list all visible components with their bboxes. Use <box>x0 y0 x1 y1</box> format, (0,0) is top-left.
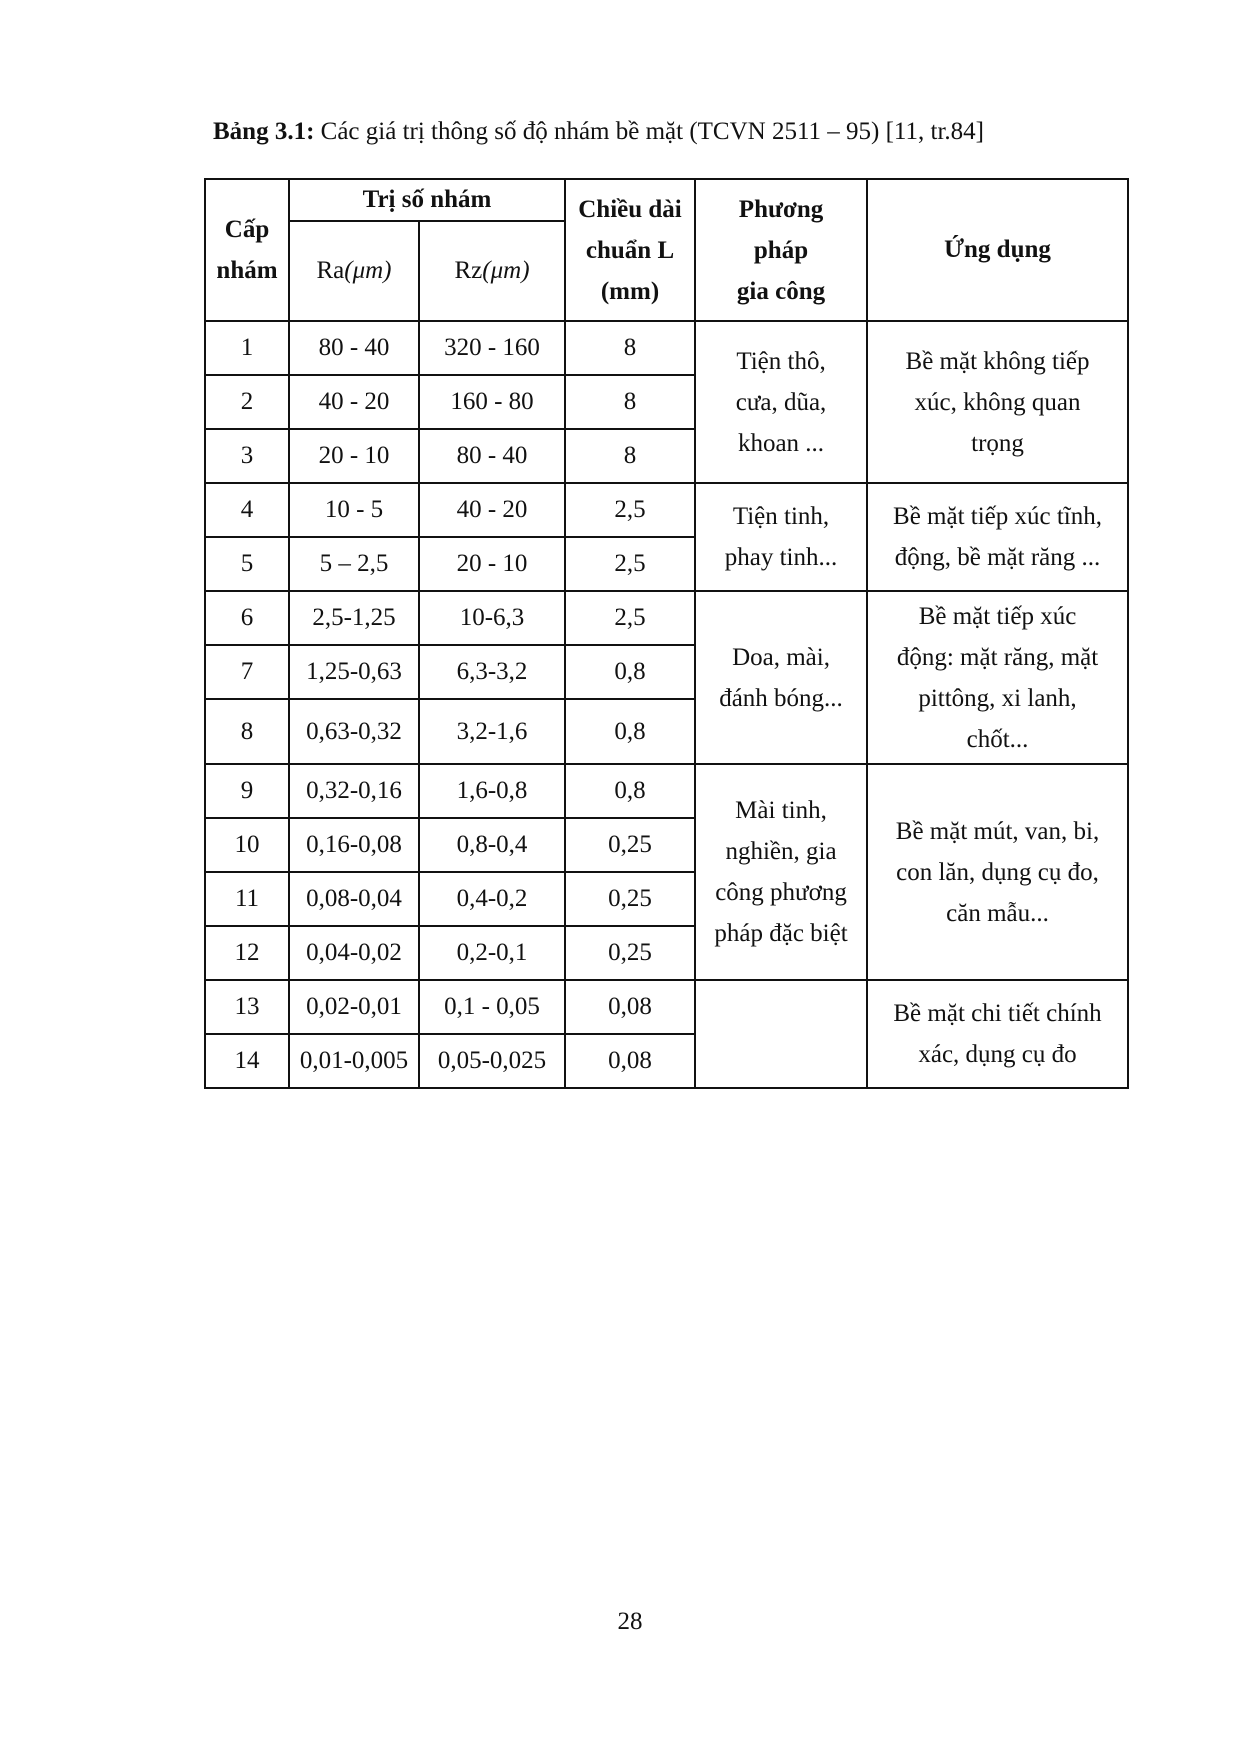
caption-text: Các giá trị thông số độ nhám bề mặt (TCVN 2511 – 95) [11, tr.84] <box>314 118 984 145</box>
cell-ra: 0,63-0,32 <box>289 699 419 764</box>
header-length: Chiều dài chuẩn L (mm) <box>565 179 695 321</box>
cell-rz: 160 - 80 <box>419 375 565 429</box>
cell-method-empty <box>695 980 867 1088</box>
cell-application: Bề mặt mút, van, bi, con lăn, dụng cụ đo, căn mẫu... <box>867 764 1128 980</box>
cell-grade: 5 <box>205 537 289 591</box>
cell-ra: 0,08-0,04 <box>289 872 419 926</box>
cell-ra: 2,5-1,25 <box>289 591 419 645</box>
header-application: Ứng dụng <box>867 179 1128 321</box>
cell-ra: 5 – 2,5 <box>289 537 419 591</box>
cell-ra: 0,02-0,01 <box>289 980 419 1034</box>
cell-rz: 40 - 20 <box>419 483 565 537</box>
cell-rz: 320 - 160 <box>419 321 565 375</box>
cell-length: 8 <box>565 375 695 429</box>
header-rz: Rz(μm) <box>419 221 565 321</box>
cell-ra: 40 - 20 <box>289 375 419 429</box>
cell-grade: 14 <box>205 1034 289 1088</box>
caption-label: Bảng 3.1: <box>213 118 315 145</box>
table-row <box>205 321 1128 375</box>
roughness-table <box>204 178 1129 1089</box>
cell-length: 8 <box>565 429 695 483</box>
cell-grade: 11 <box>205 872 289 926</box>
cell-grade: 10 <box>205 818 289 872</box>
cell-rz: 3,2-1,6 <box>419 699 565 764</box>
table-row <box>205 483 1128 537</box>
cell-length: 0,08 <box>565 980 695 1034</box>
cell-rz: 0,4-0,2 <box>419 872 565 926</box>
table-caption <box>213 118 1113 146</box>
cell-length: 0,8 <box>565 699 695 764</box>
header-roughness-value: Trị số nhám <box>289 179 565 221</box>
cell-grade: 13 <box>205 980 289 1034</box>
cell-length: 0,25 <box>565 872 695 926</box>
cell-application: Bề mặt không tiếp xúc, không quan trọng <box>867 321 1128 483</box>
cell-length: 0,25 <box>565 818 695 872</box>
header-grade: Cấp nhám <box>205 179 289 321</box>
cell-length: 0,25 <box>565 926 695 980</box>
cell-grade: 8 <box>205 699 289 764</box>
cell-length: 2,5 <box>565 537 695 591</box>
table-row <box>205 591 1128 645</box>
cell-rz: 1,6-0,8 <box>419 764 565 818</box>
cell-length: 2,5 <box>565 483 695 537</box>
cell-grade: 7 <box>205 645 289 699</box>
cell-rz: 0,05-0,025 <box>419 1034 565 1088</box>
cell-ra: 0,16-0,08 <box>289 818 419 872</box>
cell-application: Bề mặt tiếp xúc động: mặt răng, mặt pittông, xi lanh, chốt... <box>867 591 1128 764</box>
cell-ra: 10 - 5 <box>289 483 419 537</box>
page-number: 28 <box>617 1608 643 1635</box>
cell-rz: 20 - 10 <box>419 537 565 591</box>
header-ra: Ra(μm) <box>289 221 419 321</box>
cell-ra: 0,32-0,16 <box>289 764 419 818</box>
cell-length: 2,5 <box>565 591 695 645</box>
header-row-1 <box>205 179 1128 221</box>
cell-grade: 1 <box>205 321 289 375</box>
cell-rz: 0,2-0,1 <box>419 926 565 980</box>
cell-ra: 0,01-0,005 <box>289 1034 419 1088</box>
cell-method: Doa, mài, đánh bóng... <box>695 591 867 764</box>
cell-method: Mài tinh, nghiền, gia công phương pháp đặc biệt <box>695 764 867 980</box>
cell-application: Bề mặt tiếp xúc tĩnh, động, bề mặt răng ... <box>867 483 1128 591</box>
table-row <box>205 980 1128 1034</box>
cell-length: 8 <box>565 321 695 375</box>
cell-method: Tiện tinh, phay tinh... <box>695 483 867 591</box>
cell-ra: 80 - 40 <box>289 321 419 375</box>
cell-grade: 6 <box>205 591 289 645</box>
cell-rz: 80 - 40 <box>419 429 565 483</box>
cell-length: 0,8 <box>565 764 695 818</box>
table-row <box>205 764 1128 818</box>
cell-grade: 2 <box>205 375 289 429</box>
header-method: Phương pháp gia công <box>695 179 867 321</box>
cell-grade: 12 <box>205 926 289 980</box>
cell-grade: 9 <box>205 764 289 818</box>
cell-ra: 0,04-0,02 <box>289 926 419 980</box>
cell-ra: 20 - 10 <box>289 429 419 483</box>
cell-length: 0,8 <box>565 645 695 699</box>
cell-ra: 1,25-0,63 <box>289 645 419 699</box>
cell-rz: 10-6,3 <box>419 591 565 645</box>
cell-rz: 6,3-3,2 <box>419 645 565 699</box>
cell-application: Bề mặt chi tiết chính xác, dụng cụ đo <box>867 980 1128 1088</box>
cell-rz: 0,8-0,4 <box>419 818 565 872</box>
cell-length: 0,08 <box>565 1034 695 1088</box>
cell-grade: 4 <box>205 483 289 537</box>
cell-rz: 0,1 - 0,05 <box>419 980 565 1034</box>
cell-method: Tiện thô, cưa, dũa, khoan ... <box>695 321 867 483</box>
cell-grade: 3 <box>205 429 289 483</box>
